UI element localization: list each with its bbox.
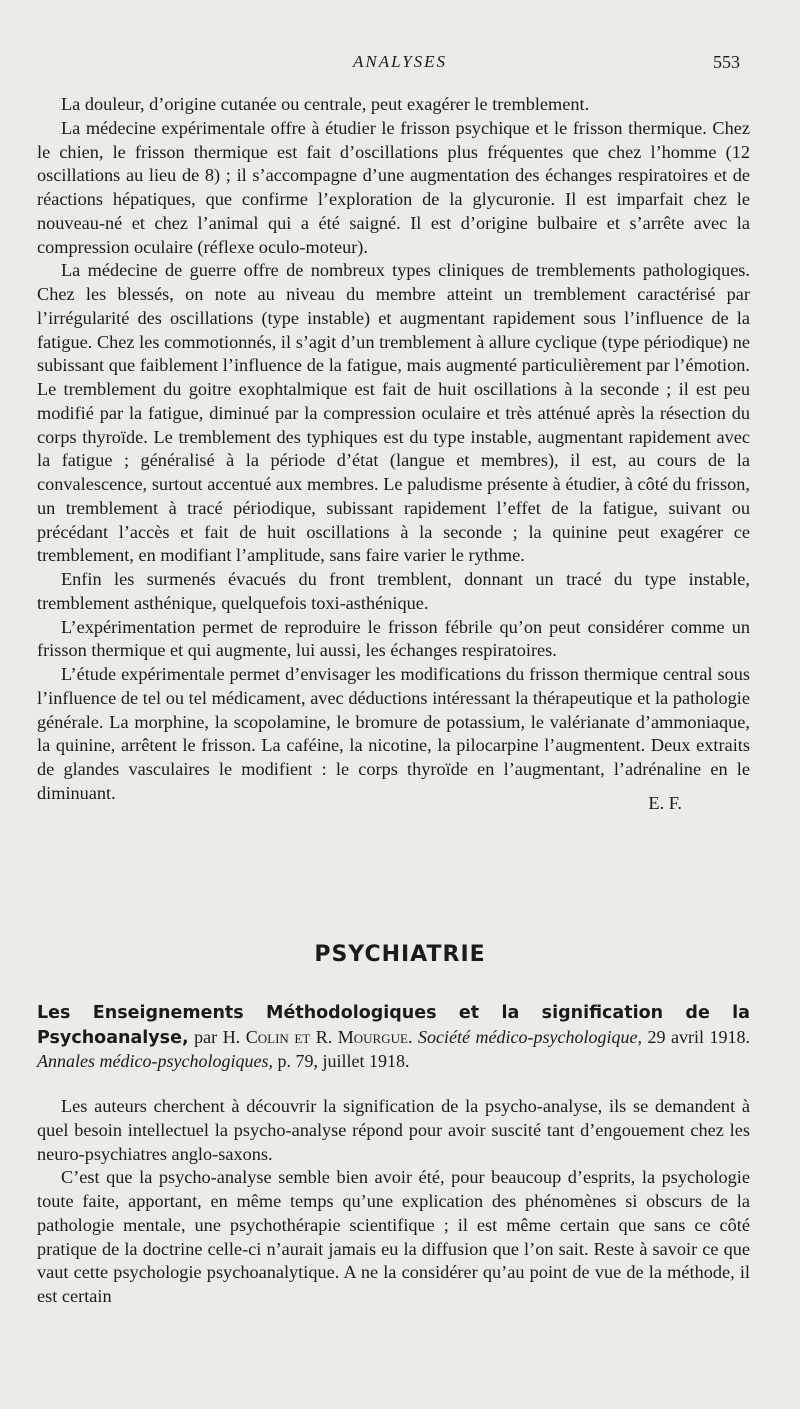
paragraph: La médecine de guerre offre de nombreux types cliniques de tremblements pathologiques. Chez les blessés, on note au niveau du membre atteint un tremblement caractérisé par l’irrégularité des oscillations (type instable) et augmentant rapidement sous l’influence de la fatigue. Chez les commotionnés, il s’agit d’un tremblement à allure cyclique (type périodique) ne subissant que faiblement l’influence de la fatigue, mais augmenté particulièrement par l’émotion. Le tremblement du goitre exophtalmique est fait de huit oscillations à la seconde ; il est peu modifié par la fatigue, diminué par la compression oculaire et très atténué après la résection du corps thyroïde. Le tremblement des typhiques est du type instable, augmentant rapidement avec la fatigue ; généralisé à la période d’état (langue et membres), il est, au cours de la convalescence, surtout accentué aux membres. Le paludisme présente à étudier, à côté du frisson, un tremblement à tracé périodique, subissant rapidement l’effet de la fatigue, suivant ou précédant l’accès et fait de huit oscillations à la seconde ; la quinine peut exagérer ce tremblement, en modifiant l’amplitude, sans faire varier le rythme. <box>37 260 750 566</box>
paragraph: La médecine expérimentale offre à étudier le frisson psychique et le frisson thermique. Chez le chien, le frisson thermique est fait d’oscillations plus fréquentes que chez l’homme (12 oscillations au lieu de 8) ; il s’accompagne d’une augmentation des échanges respiratoires et de réactions hépatiques, que confirme l’exploration de la glycuronie. Il est imparfait chez le nouveau-né et chez l’animal qui a été saigné. Il est d’origine bulbaire et s’arrête avec la compression oculaire (réflexe oculo-moteur). <box>37 117 750 257</box>
reviewer-signature: E. F. <box>648 792 682 813</box>
entry-authors: H. Colin et R. Mourgue. <box>222 1026 413 1047</box>
paragraph: L’étude expérimentale permet d’envisager les modifications du frisson thermique central sous l’influence de tel ou tel médicament, avec déductions intéressant la thérapeutique et la pathologie générale. La morphine, la scopolamine, le bromure de potassium, le valérianate d’ammoniaque, la quinine, arrêtent le frisson. La caféine, la nicotine, la pilocarpine l’augmentent. Deux extraits de glandes vasculaires le modifient : le corps thyroïde en l’augmentant, l’adrénaline en le diminuant. <box>37 664 750 803</box>
entry-title: Les Enseignements Méthodologiques et la signification de la Psychoanalyse, <box>37 1003 750 1048</box>
page-header <box>0 52 800 76</box>
paragraph: L’expérimentation permet de reproduire le frisson fébrile qu’on peut considérer comme un frisson thermique et qui augmente, lui aussi, les échanges respiratoires. <box>37 616 750 661</box>
section-title: PSYCHIATRIE <box>314 942 486 967</box>
paragraph: Enfin les surmenés évacués du front tremblent, donnant un tracé du type instable, tremblement asthénique, quelquefois toxi-asthénique. <box>37 569 750 613</box>
paragraph: Les auteurs cherchent à découvrir la signification de la psycho-analyse, ils se demandent à quel besoin intellectuel la psycho-analyse répond pour avoir suscité tant d’engouement chez les neuro-psychiatres anglo-saxons. <box>37 1096 750 1164</box>
entry-citation <box>37 1001 750 1074</box>
entry-text-block <box>37 1095 750 1309</box>
entry-society: Société médico-psychologique, <box>418 1026 642 1047</box>
paragraph: La douleur, d’origine cutanée ou centrale, peut exagérer le tremblement. <box>61 94 590 114</box>
entry-journal: Annales médico-psychologiques, <box>37 1051 273 1071</box>
entry-pages: p. 79, juillet 1918. <box>277 1051 410 1071</box>
page-number: 553 <box>713 52 740 72</box>
entry-society-date: 29 avril 1918. <box>647 1026 751 1047</box>
entry-by: par <box>194 1026 218 1047</box>
review-text-block <box>37 93 750 813</box>
paragraph: C’est que la psycho-analyse semble bien avoir été, pour beaucoup d’esprits, la psychologie toute faite, apportant, en même temps qu’une explication des phénomènes si obscurs de la pathologie mentale, une psychothérapie scientifique ; il est même certain que sans ce côté pratique de la doctrine celle-ci n’aurait jamais eu la diffusion que l’on sait. Reste à savoir ce que vaut cette psychologie psychoanalytique. A ne la considérer qu’au point de vue de la méthode, il est certain <box>37 1167 750 1306</box>
running-title: ANALYSES <box>352 52 448 71</box>
